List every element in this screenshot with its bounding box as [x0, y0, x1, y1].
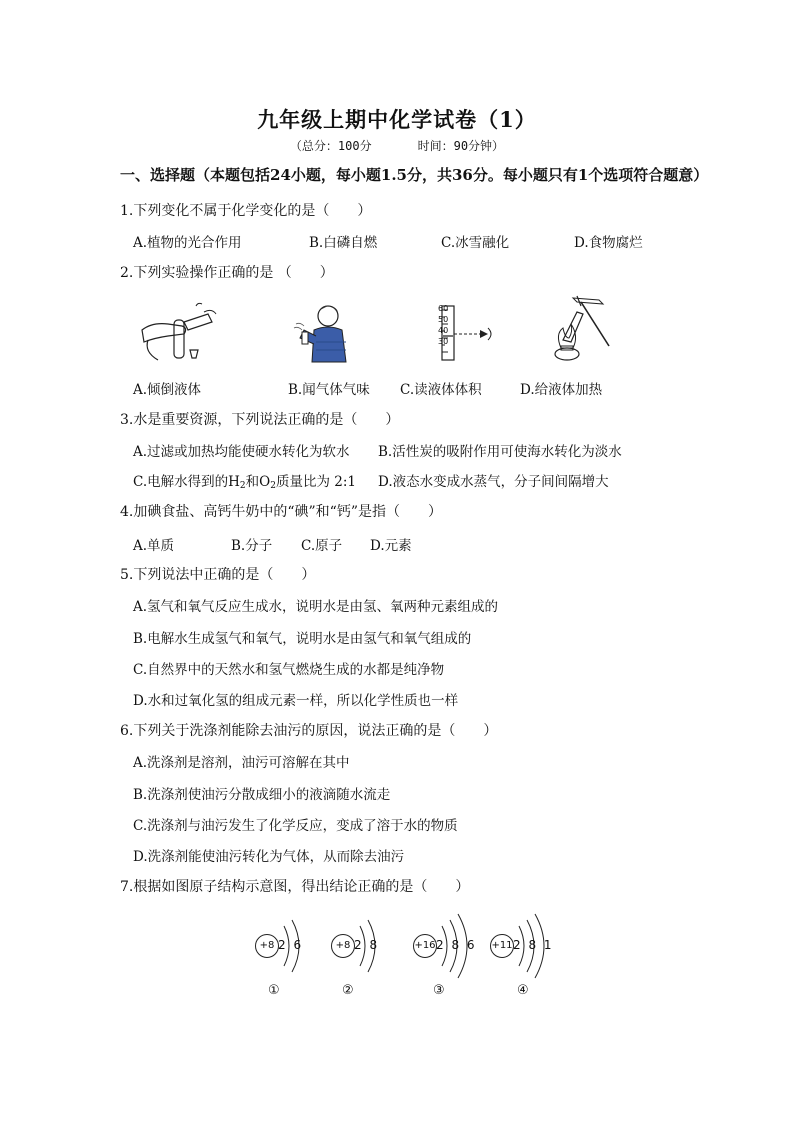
exam-title: 九年级上期中化学试卷（1） — [257, 107, 537, 132]
atom-label-3: ③ — [433, 983, 445, 998]
q6-option-b: B.洗涤剂使油污分散成细小的液滴随水流走 — [133, 787, 391, 803]
section-heading: 一、选择题（本题包括24小题，每小题1.5分，共36分。每小题只有1个选项符合题意） — [120, 166, 709, 184]
exam-time: 时间：90分钟） — [417, 139, 505, 153]
question-5-stem: 5.下列说法中正确的是（ ） — [120, 567, 316, 583]
heat-liquid-figure — [533, 294, 613, 364]
q4-option-b: B.分子 — [231, 538, 273, 554]
q1-option-b: B.白磷自燃 — [309, 235, 378, 251]
q6-option-d: D.洗涤剂能使油污转化为气体，从而除去油污 — [133, 849, 405, 865]
smell-gas-figure — [292, 302, 358, 364]
total-score: （总分：100分 — [289, 139, 372, 153]
q5-option-d: D.水和过氧化氢的组成元素一样，所以化学性质也一样 — [133, 693, 459, 709]
atom-diagram-1 — [252, 912, 322, 982]
atom-label-1: ① — [268, 983, 280, 998]
q6-option-a: A.洗涤剂是溶剂，油污可溶解在其中 — [133, 755, 350, 771]
q3-option-c: C.电解水得到的$H_2$和$O_2$质量比为 2:1 — [133, 474, 356, 491]
q3-option-d: D.液态水变成水蒸气，分子间间隔增大 — [378, 474, 609, 490]
tick-40: 40 — [438, 326, 449, 335]
question-6-stem: 6.下列关于洗涤剂能除去油污的原因，说法正确的是（ ） — [120, 723, 498, 739]
q4-option-a: A.单质 — [133, 538, 175, 554]
atom-3-shells: 2 8 6 — [436, 938, 477, 952]
atom-2-nucleus: +8 — [331, 934, 355, 958]
tick-30: 30 — [438, 337, 449, 346]
q6-option-c: C.洗涤剂与油污发生了化学反应，变成了溶于水的物质 — [133, 818, 458, 834]
exam-subtitle — [0, 137, 794, 154]
atom-1-shells: 2 6 — [278, 938, 304, 952]
atom-label-2: ② — [342, 983, 354, 998]
q4-option-d: D.元素 — [370, 538, 412, 554]
q5-option-b: B.电解水生成氢气和氧气，说明水是由氢气和氧气组成的 — [133, 631, 472, 647]
q3-option-b: B.活性炭的吸附作用可使海水转化为淡水 — [378, 444, 622, 460]
q4-option-c: C.原子 — [301, 538, 343, 554]
atom-label-4: ④ — [517, 983, 529, 998]
q1-option-a: A.植物的光合作用 — [133, 235, 242, 251]
q5-option-a: A.氢气和氧气反应生成水，说明水是由氢、氧两种元素组成的 — [133, 599, 499, 615]
q2-option-d: D.给液体加热 — [520, 382, 603, 398]
q5-option-c: C.自然界中的天然水和氢气燃烧生成的水都是纯净物 — [133, 662, 445, 678]
atom-2-shells: 2 8 — [354, 938, 380, 952]
question-4-stem: 4.加碘食盐、高钙牛奶中的“碘”和“钙”是指（ ） — [120, 504, 442, 520]
atom-4-shells: 2 8 1 — [513, 938, 554, 952]
question-7-stem: 7.根据如图原子结构示意图，得出结论正确的是（ ） — [120, 879, 470, 895]
tick-60: 60 — [438, 304, 449, 313]
q3-option-a: A.过滤或加热均能使硬水转化为软水 — [133, 444, 350, 460]
cylinder-tick-labels — [438, 303, 448, 347]
q1-option-d: D.食物腐烂 — [574, 235, 643, 251]
atom-diagram-4 — [487, 912, 557, 982]
atom-4-nucleus: +11 — [490, 934, 514, 958]
tick-50: 50 — [438, 315, 449, 324]
atom-diagram-2 — [328, 912, 398, 982]
question-1-stem: 1.下列变化不属于化学变化的是（ ） — [120, 203, 372, 219]
pour-liquid-figure — [138, 300, 218, 366]
q2-option-b: B.闻气体气味 — [288, 382, 370, 398]
atom-diagram-3 — [410, 912, 480, 982]
question-3-stem: 3.水是重要资源，下列说法正确的是（ ） — [120, 412, 400, 428]
atom-3-nucleus: +16 — [413, 934, 437, 958]
q2-option-c: C.读液体体积 — [400, 382, 482, 398]
q1-option-c: C.冰雪融化 — [441, 235, 510, 251]
question-2-stem: 2.下列实验操作正确的是 （ ） — [120, 265, 334, 281]
q2-option-a: A.倾倒液体 — [133, 382, 202, 398]
atom-1-nucleus: +8 — [255, 934, 279, 958]
